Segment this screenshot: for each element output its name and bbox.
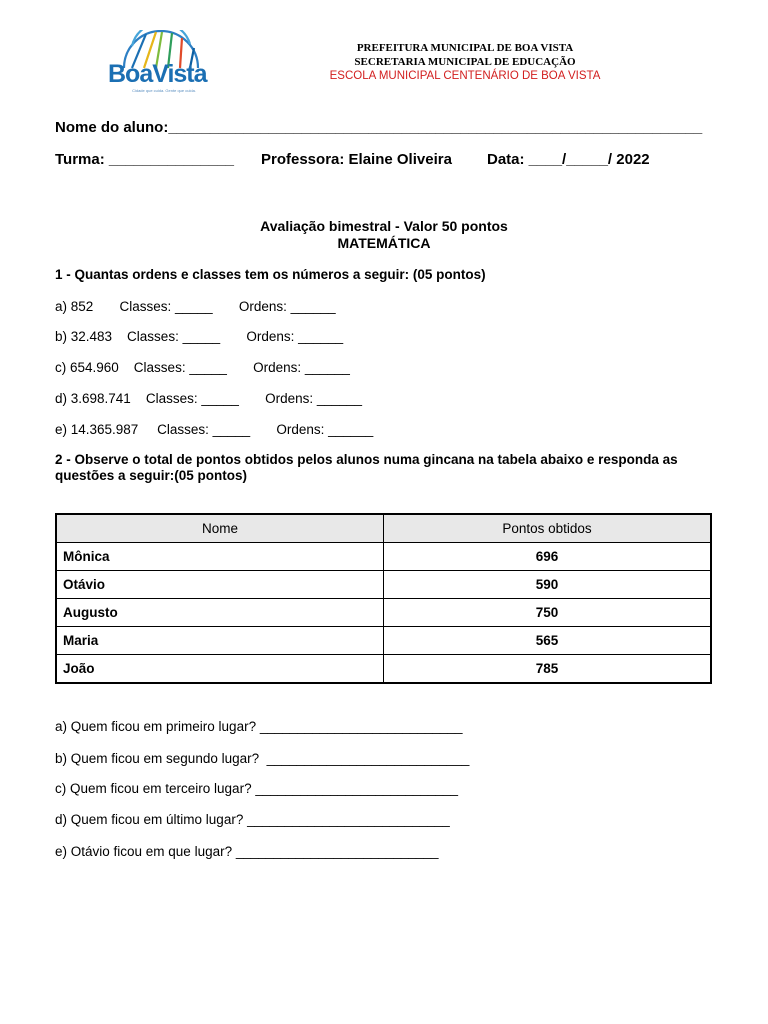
q1-item-c[interactable]: c) 654.960 Classes: _____ Ordens: ______ bbox=[55, 360, 350, 375]
student-name-cell: Maria bbox=[56, 627, 384, 655]
teacher-label: Professora: Elaine Oliveira bbox=[261, 151, 452, 168]
table-row bbox=[56, 599, 711, 627]
q2-question-e[interactable]: e) Otávio ficou em que lugar? ___________________________ bbox=[55, 844, 439, 859]
q1-item-d[interactable]: d) 3.698.741 Classes: _____ Ordens: ______ bbox=[55, 391, 362, 406]
q2-question-c[interactable]: c) Quem ficou em terceiro lugar? ___________________________ bbox=[55, 781, 459, 796]
student-name-cell: João bbox=[56, 655, 384, 684]
class-field[interactable]: Turma: _______________ bbox=[55, 151, 235, 168]
table-header-row bbox=[56, 514, 711, 543]
points-cell: 750 bbox=[384, 599, 712, 627]
date-field[interactable]: Data: ____/_____/ 2022 bbox=[487, 151, 650, 168]
table-row bbox=[56, 655, 711, 684]
exam-subject: MATEMÁTICA bbox=[337, 235, 431, 251]
student-name-cell: Mônica bbox=[56, 543, 384, 571]
q1-item-b[interactable]: b) 32.483 Classes: _____ Ordens: ______ bbox=[55, 329, 344, 344]
logo-tagline: Cidade que cuida. Gente que cuida. bbox=[132, 88, 196, 93]
boa-vista-logo bbox=[106, 30, 216, 96]
student-name-field[interactable]: Nome do aluno:________________________________________________________________ bbox=[55, 119, 703, 136]
points-cell: 785 bbox=[384, 655, 712, 684]
scores-table bbox=[55, 513, 712, 684]
q2-question-b[interactable]: b) Quem ficou em segundo lugar? ___________________________ bbox=[55, 751, 470, 766]
student-name-cell: Augusto bbox=[56, 599, 384, 627]
points-cell: 696 bbox=[384, 543, 712, 571]
header-prefeitura: PREFEITURA MUNICIPAL DE BOA VISTA bbox=[356, 42, 574, 54]
logo-wordmark: BoaVista bbox=[108, 60, 207, 88]
table-row bbox=[56, 543, 711, 571]
column-header-points: Pontos obtidos bbox=[384, 514, 712, 543]
q1-item-a[interactable]: a) 852 Classes: _____ Ordens: ______ bbox=[55, 299, 336, 314]
column-header-name: Nome bbox=[56, 514, 384, 543]
student-name-cell: Otávio bbox=[56, 571, 384, 599]
question-2: 2 - Observe o total de pontos obtidos pelos alunos numa gincana na tabela abaixo e responda as questões a seguir:(05 pontos) bbox=[55, 452, 678, 483]
table-row bbox=[56, 627, 711, 655]
exam-title: Avaliação bimestral - Valor 50 pontos bbox=[260, 218, 508, 234]
points-cell: 590 bbox=[384, 571, 712, 599]
q1-item-e[interactable]: e) 14.365.987 Classes: _____ Ordens: ______ bbox=[55, 422, 374, 437]
question-1: 1 - Quantas ordens e classes tem os números a seguir: (05 pontos) bbox=[55, 267, 486, 282]
points-cell: 565 bbox=[384, 627, 712, 655]
header-secretaria: SECRETARIA MUNICIPAL DE EDUCAÇÃO bbox=[354, 56, 576, 68]
q2-question-a[interactable]: a) Quem ficou em primeiro lugar? ___________________________ bbox=[55, 719, 463, 734]
header-escola: ESCOLA MUNICIPAL CENTENÁRIO DE BOA VISTA bbox=[329, 70, 601, 82]
q2-question-d[interactable]: d) Quem ficou em último lugar? ___________________________ bbox=[55, 812, 450, 827]
table-row bbox=[56, 571, 711, 599]
